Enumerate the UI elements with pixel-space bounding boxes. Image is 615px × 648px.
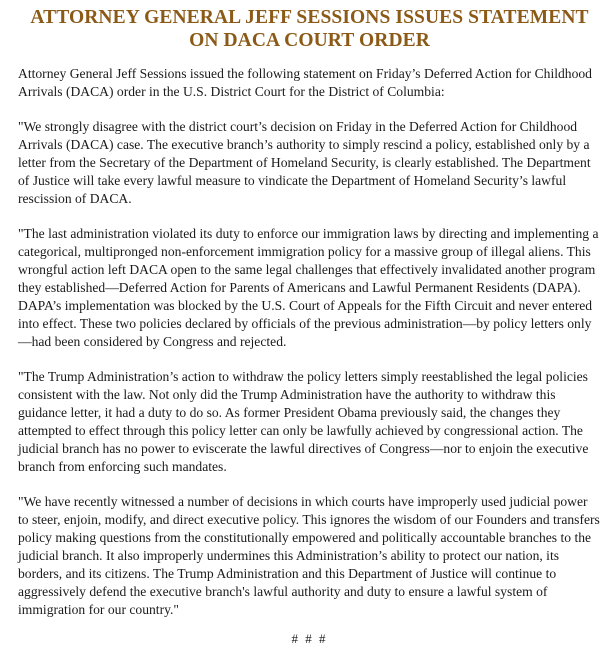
- statement-paragraph-4: "We have recently witnessed a number of decisions in which courts have improperly used judicial power to steer, enjoin, modify, and direct executive policy. This ignores the wisdom of our Founders and transfers policy making questions from the constitutionally empowered and politically accountable branches to the judicial branch. It also improperly undermines this Administration’s ability to protect our nation, its borders, and its citizens. The Trump Administration and this Department of Justice will continue to aggressively defend the executive branch's lawful authority and duty to ensure a lawful system of immigration for our country.": [18, 494, 600, 617]
- title-line-1: ATTORNEY GENERAL JEFF SESSIONS ISSUES STATEMENT: [30, 7, 589, 28]
- statement-paragraph-2: "The last administration violated its duty to enforce our immigration laws by directing and implementing a categorical, multipronged non-enforcement immigration policy for a massive group of illegal aliens. This wrongful action left DACA open to the same legal challenges that effectively invalidated another program they established—Deferred Action for Parents of Americans and Lawful Permanent Residents (DAPA). DAPA’s implementation was blocked by the U.S. Court of Appeals for the Fifth Circuit and never entered into effect. These two policies declared by officials of the previous administration—by policy letters only—had been considered by Congress and rejected.: [18, 226, 599, 349]
- statement-paragraph-3: "The Trump Administration’s action to withdraw the policy letters simply reestablished the legal policies consistent with the law. Not only did the Trump Administration have the authority to withdraw this guidance letter, it had a duty to do so. As former President Obama previously said, the changes they attempted to effect through this policy letter can only be lawfully achieved by congressional action. The judicial branch has no power to eviscerate the lawful directives of Congress—nor to enjoin the executive branch from enforcing such mandates.: [18, 369, 589, 474]
- press-release-title: [18, 6, 601, 52]
- statement-paragraph-1: "We strongly disagree with the district court’s decision on Friday in the Deferred Action for Childhood Arrivals (DACA) case. The executive branch’s authority to simply rescind a policy, established only by a letter from the Secretary of the Department of Homeland Security, is clearly established. The Department of Justice will take every lawful measure to vindicate the Department of Homeland Security’s lawful rescission of DACA.: [18, 119, 591, 206]
- end-mark: # # #: [291, 631, 328, 646]
- intro-paragraph: Attorney General Jeff Sessions issued the following statement on Friday’s Deferred Action for Childhood Arrivals (DACA) order in the U.S. District Court for the District of Columbia:: [18, 66, 592, 99]
- title-line-2: ON DACA COURT ORDER: [189, 30, 430, 51]
